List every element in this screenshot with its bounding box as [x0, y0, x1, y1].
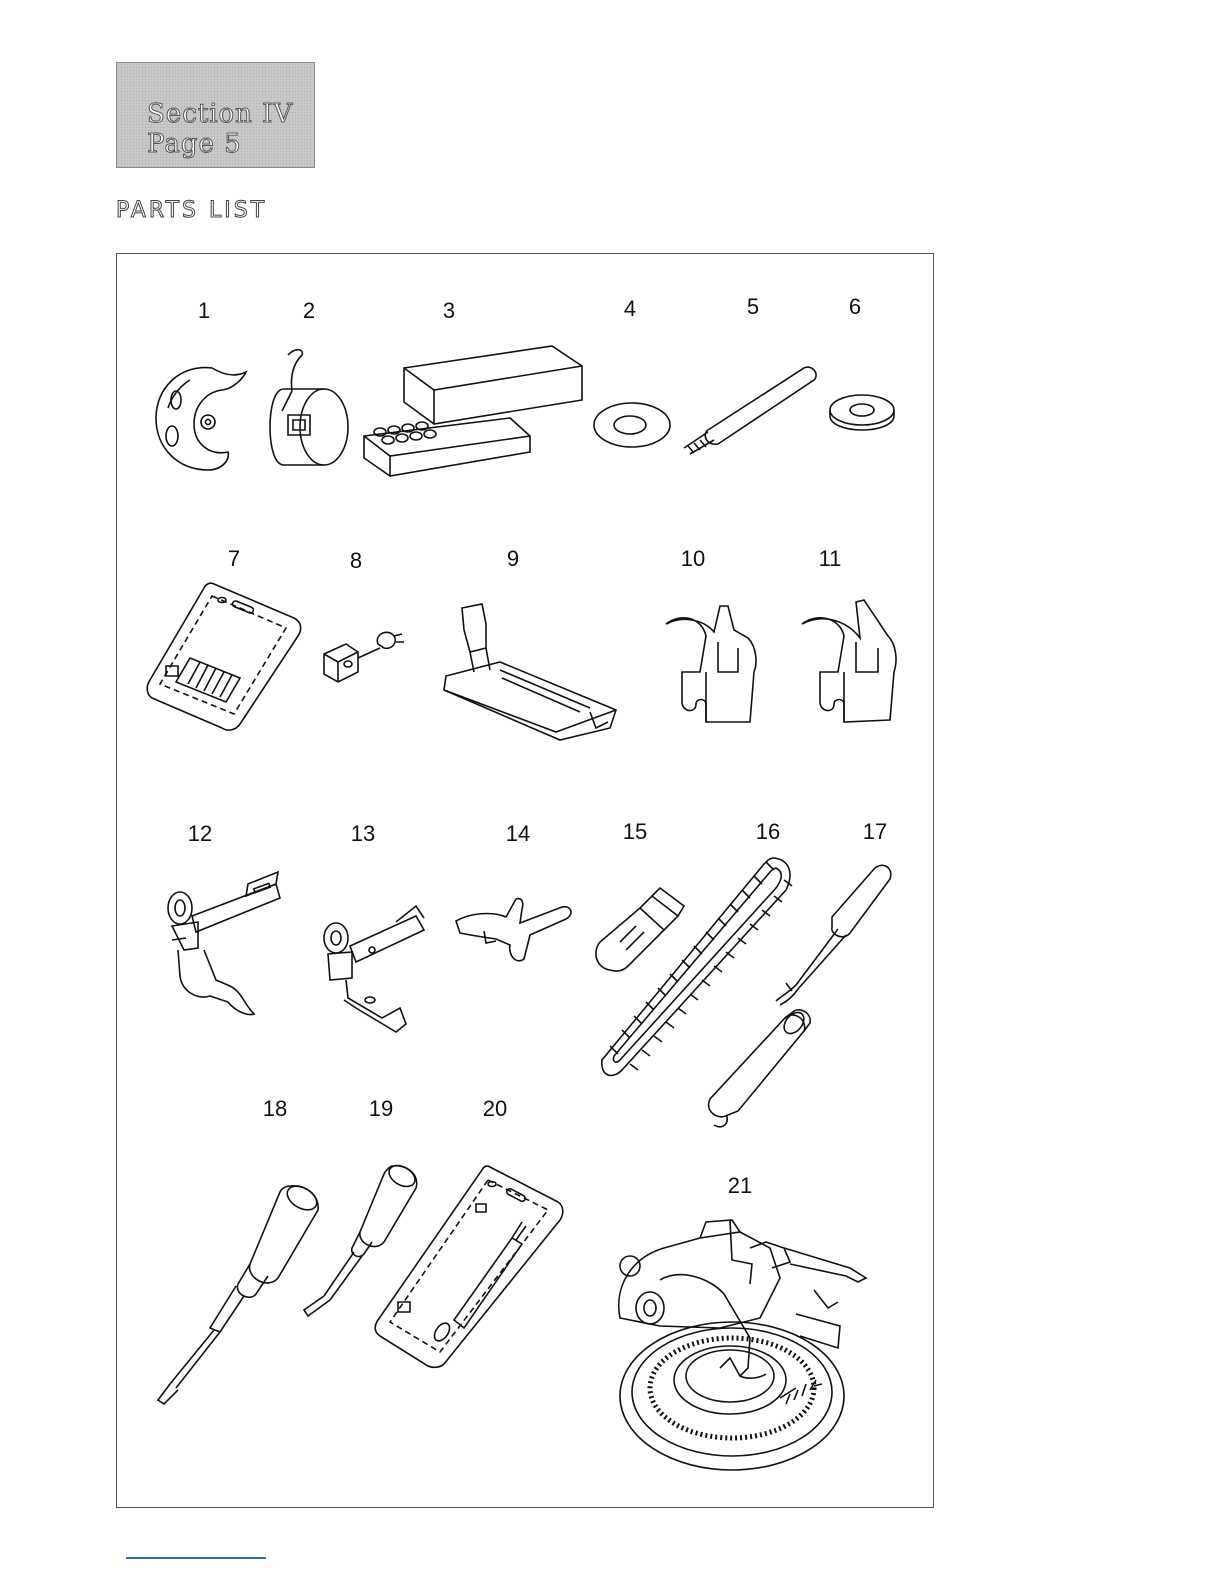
- part-number-20: 20: [482, 1096, 508, 1121]
- section-badge: [116, 62, 315, 168]
- footer-rule: [126, 1557, 266, 1559]
- part-number-3: 3: [442, 298, 456, 323]
- bobbin-box-icon: [360, 340, 590, 490]
- page-title: PARTS LIST: [116, 198, 268, 223]
- part-number-18: 18: [262, 1096, 288, 1121]
- part-number-17: 17: [862, 819, 888, 844]
- bobbin-case-icon: [258, 345, 353, 470]
- part-number-2: 2: [302, 298, 316, 323]
- zipper-foot-icon: [158, 868, 286, 1020]
- spool-pin-icon: [678, 360, 828, 455]
- part-number-19: 19: [368, 1096, 394, 1121]
- part-number-21: 21: [727, 1173, 753, 1198]
- presser-foot-icon: [798, 598, 903, 728]
- bobbin-case-hook-icon: [150, 360, 250, 475]
- part-number-15: 15: [622, 819, 648, 844]
- part-number-8: 8: [349, 548, 363, 573]
- part-number-7: 7: [227, 546, 241, 571]
- part-number-4: 4: [623, 296, 637, 321]
- part-number-1: 1: [197, 298, 211, 323]
- part-number-5: 5: [746, 294, 760, 319]
- page-label: Page 5: [147, 129, 242, 159]
- quilting-guide-icon: [318, 620, 408, 690]
- part-number-13: 13: [350, 821, 376, 846]
- seam-ripper-icon: [700, 855, 900, 1145]
- part-number-6: 6: [848, 294, 862, 319]
- blind-hem-guide-icon: [450, 895, 575, 970]
- needle-pack-icon: [144, 578, 304, 733]
- spool-felt-icon: [590, 395, 675, 455]
- twin-needle-pack-icon: [372, 1160, 567, 1370]
- cording-foot-icon: [316, 900, 431, 1035]
- presser-foot-icon: [662, 602, 762, 732]
- buttonhole-foot-icon: [440, 600, 620, 740]
- section-label: Section IV: [147, 99, 294, 129]
- part-number-10: 10: [680, 546, 706, 571]
- circular-sewing-attachment-icon: [600, 1218, 872, 1480]
- part-number-11: 11: [818, 546, 842, 571]
- part-number-14: 14: [505, 821, 531, 846]
- part-number-16: 16: [755, 819, 781, 844]
- part-number-12: 12: [187, 821, 213, 846]
- part-number-9: 9: [506, 546, 520, 571]
- spool-washer-icon: [826, 392, 898, 434]
